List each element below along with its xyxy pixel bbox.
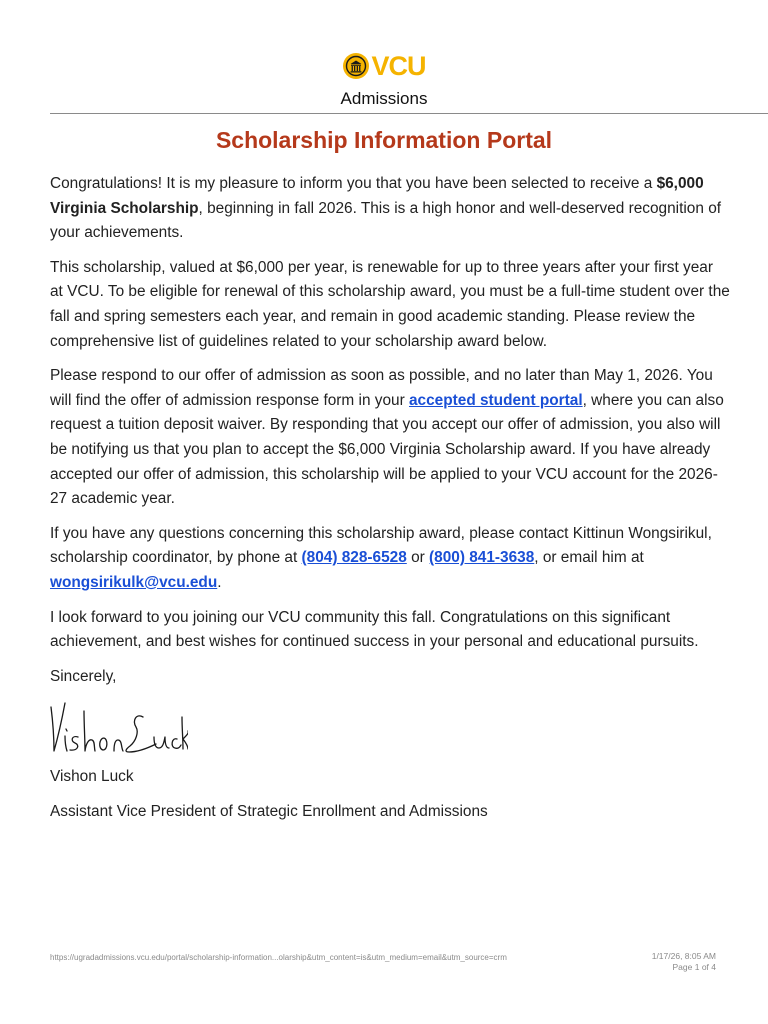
signer-name: Vishon Luck — [50, 768, 134, 786]
footer-url: https://ugradadmissions.vcu.edu/portal/scholarship-information...olarship&utm_content=is&utm_medium=email&utm_source=crm — [50, 953, 507, 962]
closing: Sincerely, — [50, 667, 117, 685]
header — [0, 50, 768, 85]
text: If you have any questions concerning this scholarship award, please contact Kittinun Wongsirikul, scholarship coordinator, by phone at — [50, 524, 712, 567]
phone-link-local[interactable]: (804) 828-6528 — [301, 549, 407, 567]
paragraph-closing-remarks: I look forward to you joining our VCU community this fall. Congratulations on this significant achievement, and best wishes for continued success in your personal and educational pursuits. — [50, 608, 699, 651]
text: , or email him at — [534, 549, 644, 567]
footer-meta — [652, 951, 716, 973]
text: Congratulations! It is my pleasure to inform you that you have been selected to receive a — [50, 175, 657, 192]
paragraph-contact — [50, 522, 730, 596]
logo-wordmark: VCU — [371, 51, 426, 81]
department-label: Admissions — [340, 89, 428, 108]
signature-image — [48, 693, 188, 761]
footer-page-number: Page 1 of 4 — [672, 962, 716, 972]
text: . — [217, 573, 222, 591]
header-divider — [50, 113, 768, 114]
paragraph-award — [50, 172, 730, 246]
page-title: Scholarship Information Portal — [215, 127, 553, 153]
vcu-logo — [342, 50, 425, 82]
letter-body — [50, 172, 730, 834]
accepted-student-portal-link[interactable]: accepted student portal — [409, 391, 583, 409]
text: , beginning in fall 2026. This is a high honor and well-deserved recognition of your achievements. — [50, 199, 722, 242]
text: Please respond to our offer of admission as soon as possible, and no later than May 1, 2026. You will find the offer of admission response form in your — [50, 367, 713, 409]
vcu-seal-icon — [342, 52, 370, 80]
footer-datetime: 1/17/26, 8:05 AM — [651, 951, 716, 961]
scholarship-name: $6,000 Virginia Scholarship — [50, 175, 704, 217]
paragraph-renewal: This scholarship, valued at $6,000 per year, is renewable for up to three years after your first year at VCU. To be eligible for renewal of this scholarship award, you must be a full-time student over the fall and spring semesters each year, and remain in good academic standing. Please review the comprehensive list of guidelines related to your scholarship award below. — [50, 258, 730, 350]
text: or — [406, 549, 430, 567]
email-link[interactable]: wongsirikulk@vcu.edu — [50, 573, 218, 591]
text: , where you can also request a tuition deposit waiver. By responding that you accept our offer of admission, you also will be notifying us that you plan to accept the $6,000 Virginia Scholarship award. If you have already accepted our offer of admission, this scholarship will be applied to your VCU account for the 2026-27 academic year. — [50, 391, 724, 508]
signer-title: Assistant Vice President of Strategic Enrollment and Admissions — [50, 802, 488, 820]
phone-link-tollfree[interactable]: (800) 841-3638 — [429, 549, 535, 567]
paragraph-respond — [50, 364, 730, 512]
